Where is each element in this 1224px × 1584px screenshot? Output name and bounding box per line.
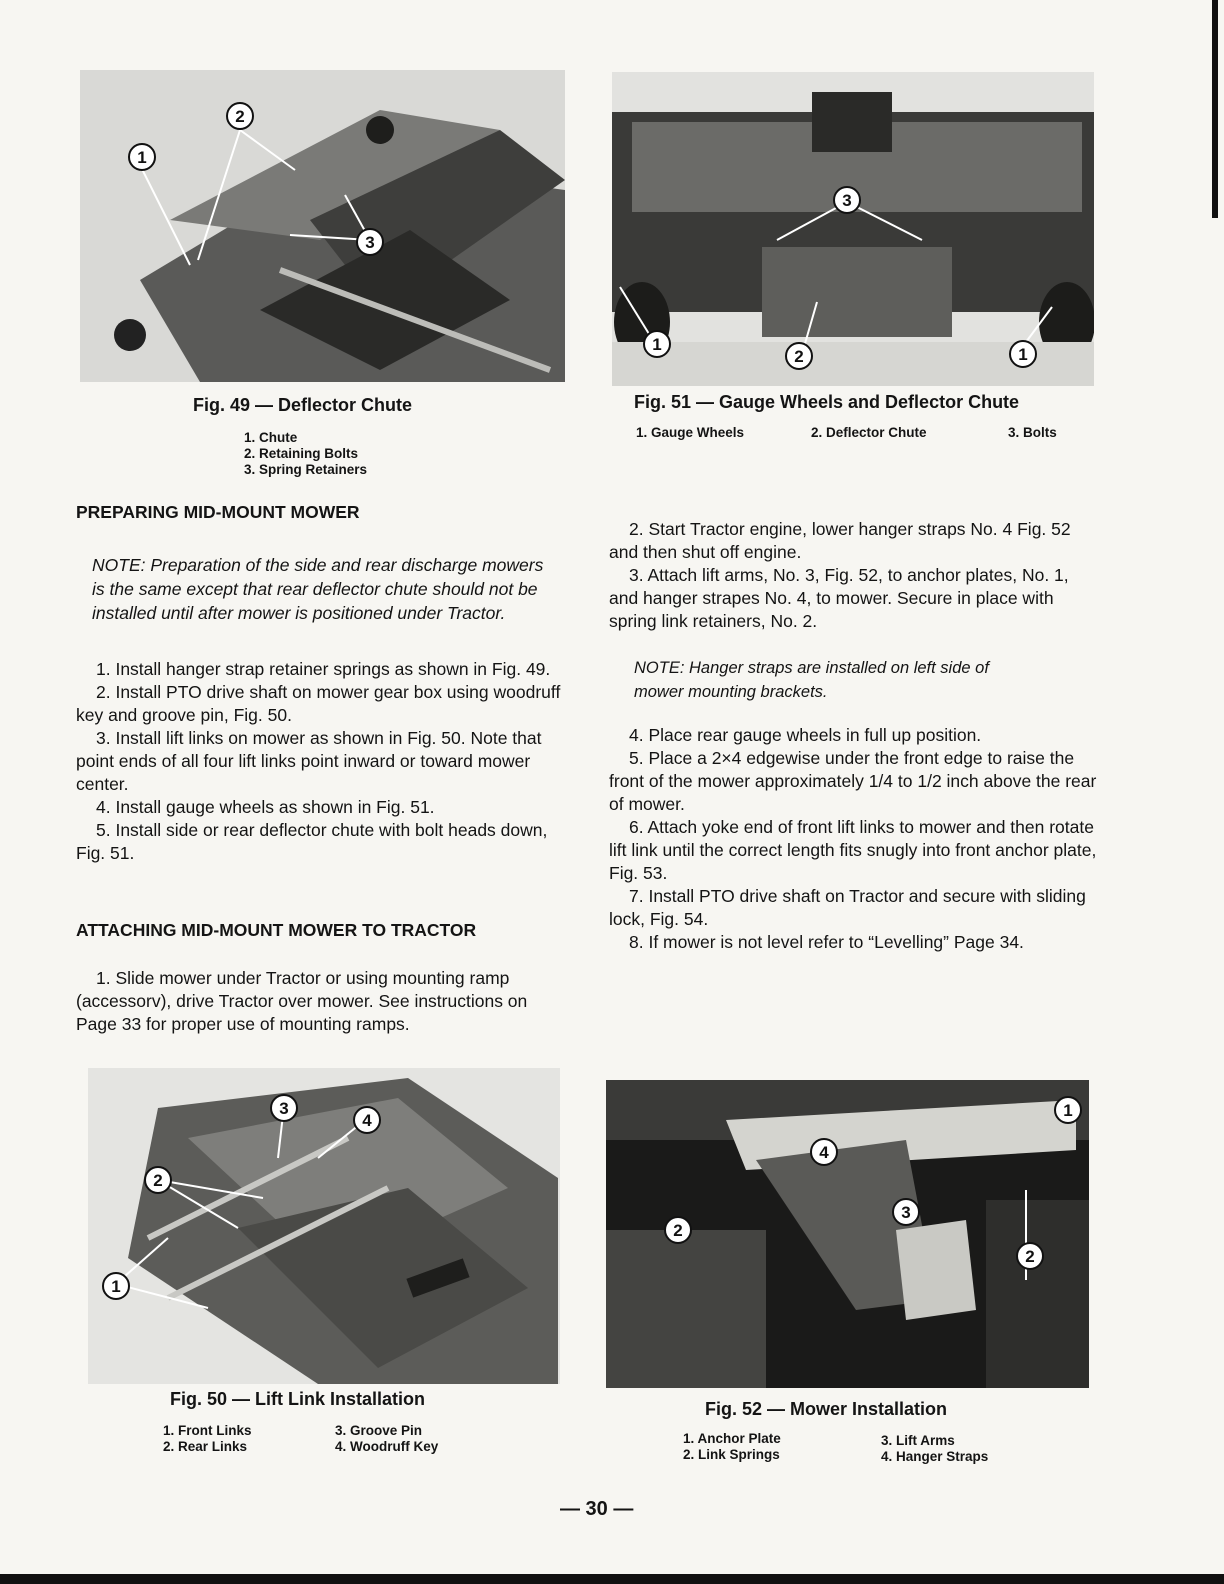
svg-text:1: 1 [111,1277,121,1296]
fig50-callout-2 [145,1167,171,1193]
svg-text:1: 1 [137,148,147,167]
fig51-legend-item-3: 3. Bolts [1008,425,1057,440]
fig50-legend-item-2: 2. Rear Links [163,1439,248,1454]
svg-text:2: 2 [153,1171,163,1190]
left-note-text: NOTE: Preparation of the side and rear discharge mowers is the same except that rear deflector chute should not be installed until after mower is positioned under Tractor. [92,555,544,623]
fig51-callout-3 [834,187,860,213]
svg-text:4: 4 [362,1111,372,1130]
fig52-callout-1 [1055,1097,1081,1123]
right-step-7: 7. Install PTO drive shaft on Tractor and secure with sliding lock, Fig. 54. [609,886,1086,929]
svg-text:4: 4 [819,1143,829,1162]
fig50-callout-1 [103,1273,129,1299]
fig49-callout-3 [357,229,383,255]
right-step-3: 3. Attach lift arms, No. 3, Fig. 52, to anchor plates, No. 1, and hanger strapes No. 4, to mower. Secure in place with spring link retainers, No. 2. [609,565,1069,631]
fig49-callout-1 [129,144,155,170]
right-note-text: NOTE: Hanger straps are installed on left side of mower mounting brackets. [634,659,989,701]
fig49-legend-item-2: 2. Retaining Bolts [244,446,359,461]
fig51-legend-item-2: 2. Deflector Chute [811,425,927,440]
fig50-legend-item-3: 3. Groove Pin [335,1423,423,1438]
fig49-photo [80,70,565,382]
fig50-title: Fig. 50 — Lift Link Installation [170,1389,426,1409]
fig51-callout-2 [786,343,812,369]
fig49-title: Fig. 49 — Deflector Chute [193,395,413,415]
fig50-callout-4 [354,1107,380,1133]
fig49-legend [244,430,367,478]
right-step-6: 6. Attach yoke end of front lift links to mower and then rotate lift link until the correct length fits snugly into front anchor plate, Fig. 53. [609,817,1097,883]
fig52-legend-item-3: 3. Lift Arms [881,1433,955,1448]
fig50-legend [163,1423,483,1457]
fig52-callout-3 [893,1199,919,1225]
svg-text:3: 3 [901,1203,911,1222]
left-step-attach-1: 1. Slide mower under Tractor or using mounting ramp (accessorv), drive Tractor over mower. See instructions on Page 33 for proper use of mounting ramps. [76,968,528,1034]
left-note [92,553,547,625]
left-step-2: 2. Install PTO drive shaft on mower gear box using woodruff key and groove pin, Fig. 50. [76,682,561,725]
fig52-legend-item-2: 2. Link Springs [683,1447,780,1462]
right-step-8: 8. If mower is not level refer to “Levelling” Page 34. [629,932,1024,952]
left-step-3: 3. Install lift links on mower as shown in Fig. 50. Note that point ends of all four lift links point inward or toward mower center. [76,728,542,794]
fig52-legend-item-1: 1. Anchor Plate [683,1431,781,1446]
fig49-legend-item-3: 3. Spring Retainers [244,462,368,477]
scan-edge-bar [1212,0,1218,218]
fig49-legend-item-1: 1. Chute [244,430,298,445]
svg-text:1: 1 [1063,1101,1073,1120]
left-step-5: 5. Install side or rear deflector chute with bolt heads down, Fig. 51. [76,820,548,863]
svg-text:3: 3 [365,233,375,252]
fig52-legend-item-4: 4. Hanger Straps [881,1449,989,1464]
fig50-legend-item-4: 4. Woodruff Key [335,1439,439,1454]
svg-text:3: 3 [842,191,852,210]
right-step-4: 4. Place rear gauge wheels in full up position. [629,725,982,745]
fig52-callout-2-left [665,1217,691,1243]
svg-text:2: 2 [673,1221,683,1240]
svg-text:2: 2 [235,107,245,126]
fig52-title: Fig. 52 — Mower Installation [705,1399,948,1419]
fig50-photo [88,1068,560,1384]
fig49-callout-2 [227,103,253,129]
svg-text:2: 2 [1025,1247,1035,1266]
right-note [634,656,1014,704]
left-steps-1 [76,658,565,865]
right-steps-a [609,518,1097,633]
svg-text:3: 3 [279,1099,289,1118]
fig51-callout-1-right [1010,341,1036,367]
page-number: — 30 — [560,1498,634,1520]
heading-attaching: ATTACHING MID-MOUNT MOWER TO TRACTOR [76,920,477,940]
fig50-legend-item-1: 1. Front Links [163,1423,252,1438]
fig51-photo [612,72,1094,386]
svg-text:1: 1 [1018,345,1028,364]
left-step-4: 4. Install gauge wheels as shown in Fig. 51. [96,797,435,817]
left-step-1: 1. Install hanger strap retainer springs as shown in Fig. 49. [96,659,551,679]
svg-text:1: 1 [652,335,662,354]
right-steps-b [609,724,1097,954]
fig52-photo [606,1080,1089,1388]
fig51-callout-1-left [644,331,670,357]
fig51-title: Fig. 51 — Gauge Wheels and Deflector Chute [634,392,1020,412]
right-step-2: 2. Start Tractor engine, lower hanger straps No. 4 Fig. 52 and then shut off engine. [609,519,1071,562]
fig52-callout-2-right [1017,1243,1043,1269]
fig51-legend-item-1: 1. Gauge Wheels [636,425,745,440]
fig52-legend [683,1431,1023,1465]
svg-text:2: 2 [794,347,804,366]
heading-preparing: PREPARING MID-MOUNT MOWER [76,502,360,522]
fig52-callout-4 [811,1139,837,1165]
fig50-callout-3 [271,1095,297,1121]
right-step-5: 5. Place a 2×4 edgewise under the front edge to raise the front of the mower approximately 1/4 to 1/2 inch above the rear of mower. [609,748,1097,814]
scan-bottom-edge [0,1574,1224,1584]
left-steps-2 [76,967,565,1036]
